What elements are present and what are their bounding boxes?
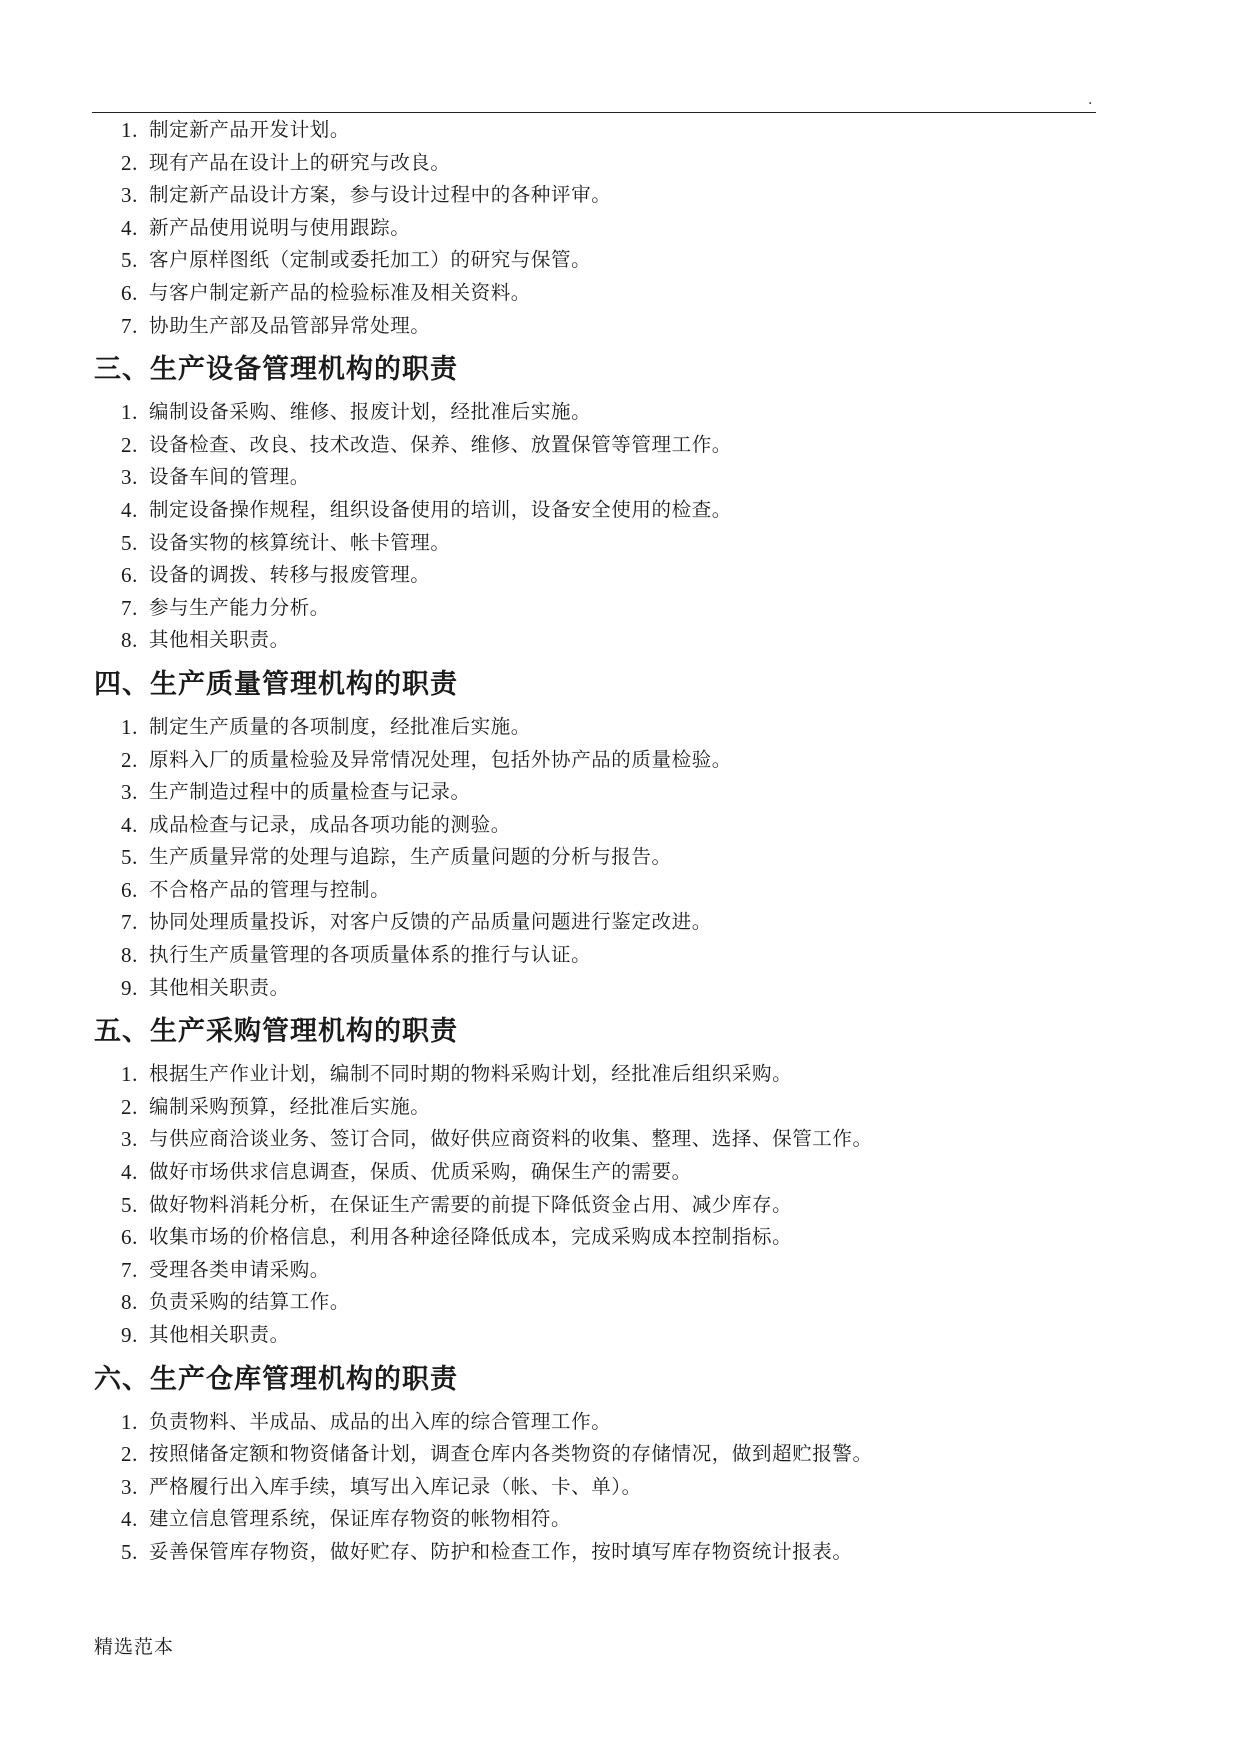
list-item-text: 其他相关职责。 (149, 975, 290, 999)
list-item-text: 其他相关职责。 (149, 628, 290, 652)
list-item-number: 9. (121, 975, 138, 1000)
list-item-text: 收集市场的价格信息，利用各种途径降低成本，完成采购成本控制指标。 (149, 1225, 793, 1249)
list-item-number: 5. (121, 845, 138, 870)
list-item-number: 8. (121, 1290, 138, 1315)
sections (92, 351, 1142, 1568)
list-item-text: 不合格产品的管理与控制。 (149, 877, 391, 901)
list-item-number: 3. (121, 780, 138, 805)
list-item-text: 生产制造过程中的质量检查与记录。 (149, 780, 471, 804)
list-item (92, 559, 1142, 592)
list-item-text: 制定新产品设计方案，参与设计过程中的各种评审。 (149, 183, 612, 207)
list-item-number: 4. (121, 812, 138, 837)
list-item-number: 2. (121, 1094, 138, 1119)
list-item (92, 1189, 1142, 1222)
list-item-text: 设备检查、改良、技术改造、保养、维修、放置保管等管理工作。 (149, 432, 732, 456)
list-item (92, 147, 1142, 180)
list-item (92, 1091, 1142, 1124)
duty-list (92, 396, 1142, 657)
list-item (92, 396, 1142, 429)
list-item-text: 制定设备操作规程，组织设备使用的培训，设备安全使用的检查。 (149, 497, 732, 521)
list-item-text: 受理各类申请采购。 (149, 1257, 330, 1281)
list-item (92, 310, 1142, 343)
list-item-number: 2. (121, 747, 138, 772)
footer-label: 精选范本 (94, 1636, 175, 1658)
list-item (92, 494, 1142, 527)
list-item-text: 妥善保管库存物资，做好贮存、防护和检查工作，按时填写库存物资统计报表。 (149, 1539, 853, 1563)
list-item-number: 1. (121, 714, 138, 739)
list-item (92, 114, 1142, 147)
header-rule (92, 112, 1096, 113)
list-item-text: 成品检查与记录，成品各项功能的测验。 (149, 812, 511, 836)
list-item (92, 972, 1142, 1005)
list-item-number: 5. (121, 1539, 138, 1564)
list-item-number: 7. (121, 313, 138, 338)
list-item-number: 1. (121, 1062, 138, 1087)
duty-list (92, 1058, 1142, 1351)
list-item-text: 新产品使用说明与使用跟踪。 (149, 215, 411, 239)
list-item (92, 429, 1142, 462)
list-item (92, 461, 1142, 494)
list-item (92, 179, 1142, 212)
list-item-text: 严格履行出入库手续，填写出入库记录（帐、卡、单）。 (149, 1474, 642, 1498)
list-item (92, 744, 1142, 777)
duty-list (92, 1406, 1142, 1569)
section-heading: 六、生产仓库管理机构的职责 (94, 1363, 458, 1395)
list-item-text: 设备车间的管理。 (149, 465, 310, 489)
list-item-text: 与供应商洽谈业务、签订合同，做好供应商资料的收集、整理、选择、保管工作。 (149, 1127, 873, 1151)
list-item-text: 现有产品在设计上的研究与改良。 (149, 150, 451, 174)
list-item-number: 1. (121, 118, 138, 142)
list-item-text: 参与生产能力分析。 (149, 595, 330, 619)
list-item-text: 负责物料、半成品、成品的出入库的综合管理工作。 (149, 1409, 612, 1433)
list-item-number: 1. (121, 400, 138, 425)
list-item (92, 1058, 1142, 1091)
list-item (92, 1156, 1142, 1189)
list-item-number: 8. (121, 943, 138, 968)
list-item (92, 1286, 1142, 1319)
list-item (92, 1319, 1142, 1352)
list-item-text: 客户原样图纸（定制或委托加工）的研究与保管。 (149, 248, 592, 272)
duty-section (92, 1361, 1142, 1569)
list-item (92, 1254, 1142, 1287)
duty-list (92, 711, 1142, 1004)
list-item-text: 按照储备定额和物资储备计划，调查仓库内各类物资的存储情况，做到超贮报警。 (149, 1442, 873, 1466)
list-item-text: 协同处理质量投诉，对客户反馈的产品质量问题进行鉴定改进。 (149, 910, 712, 934)
list-item (92, 527, 1142, 560)
list-item (92, 809, 1142, 842)
duty-section (92, 351, 1142, 657)
section-heading: 五、生产采购管理机构的职责 (94, 1016, 458, 1048)
list-item-number: 4. (121, 215, 138, 240)
intro-list (92, 114, 1142, 342)
list-item-number: 2. (121, 432, 138, 457)
list-item-number: 6. (121, 1225, 138, 1250)
list-item-number: 9. (121, 1323, 138, 1347)
list-item (92, 212, 1142, 245)
list-item (92, 1221, 1142, 1254)
list-item-number: 5. (121, 1192, 138, 1217)
list-item-text: 设备的调拨、转移与报废管理。 (149, 563, 431, 587)
list-item-number: 5. (121, 530, 138, 555)
list-item (92, 1123, 1142, 1156)
list-item-text: 编制设备采购、维修、报废计划，经批准后实施。 (149, 400, 592, 424)
list-item-text: 生产质量异常的处理与追踪，生产质量问题的分析与报告。 (149, 845, 672, 869)
list-item (92, 906, 1142, 939)
list-item (92, 874, 1142, 907)
list-item-text: 执行生产质量管理的各项质量体系的推行与认证。 (149, 943, 592, 967)
list-item-number: 3. (121, 465, 138, 490)
list-item (92, 711, 1142, 744)
list-item-number: 7. (121, 595, 138, 620)
list-item-number: 5. (121, 248, 138, 273)
list-item-text: 原料入厂的质量检验及异常情况处理，包括外协产品的质量检验。 (149, 747, 732, 771)
list-item-number: 4. (121, 1160, 138, 1185)
list-item-number: 7. (121, 910, 138, 935)
section-heading: 三、生产设备管理机构的职责 (94, 354, 458, 386)
list-item-text: 设备实物的核算统计、帐卡管理。 (149, 530, 451, 554)
page-mark: . (1088, 92, 1093, 108)
list-item (92, 939, 1142, 972)
list-item (92, 1438, 1142, 1471)
list-item-text: 做好市场供求信息调查，保质、优质采购，确保生产的需要。 (149, 1160, 692, 1184)
list-item (92, 244, 1142, 277)
list-item (92, 1471, 1142, 1504)
list-item-number: 7. (121, 1257, 138, 1282)
list-item (92, 1503, 1142, 1536)
list-item (92, 776, 1142, 809)
list-item-number: 2. (121, 150, 138, 175)
list-item-number: 2. (121, 1442, 138, 1467)
list-item (92, 1406, 1142, 1439)
list-item-number: 1. (121, 1409, 138, 1434)
list-item (92, 624, 1142, 657)
list-item-text: 制定新产品开发计划。 (149, 118, 351, 141)
list-item-text: 制定生产质量的各项制度，经批准后实施。 (149, 714, 531, 738)
list-item-number: 3. (121, 1474, 138, 1499)
list-item-text: 做好物料消耗分析，在保证生产需要的前提下降低资金占用、减少库存。 (149, 1192, 793, 1216)
list-item-text: 编制采购预算，经批准后实施。 (149, 1094, 431, 1118)
list-item-number: 6. (121, 563, 138, 588)
list-item-text: 协助生产部及品管部异常处理。 (149, 313, 431, 337)
duty-section (92, 1013, 1142, 1351)
list-item-number: 3. (121, 1127, 138, 1152)
list-item-number: 6. (121, 280, 138, 305)
list-item (92, 592, 1142, 625)
list-item-number: 4. (121, 1507, 138, 1532)
list-item-text: 根据生产作业计划，编制不同时期的物料采购计划，经批准后组织采购。 (149, 1062, 793, 1086)
list-item-text: 负责采购的结算工作。 (149, 1290, 351, 1314)
list-item (92, 277, 1142, 310)
section-heading: 四、生产质量管理机构的职责 (94, 668, 458, 700)
list-item-number: 6. (121, 877, 138, 902)
list-item (92, 1536, 1142, 1569)
list-item-text: 其他相关职责。 (149, 1323, 290, 1346)
list-item-text: 与客户制定新产品的检验标准及相关资料。 (149, 280, 531, 304)
list-item-text: 建立信息管理系统，保证库存物资的帐物相符。 (149, 1507, 572, 1531)
list-item-number: 3. (121, 183, 138, 208)
list-item (92, 841, 1142, 874)
document-body (92, 114, 1142, 1569)
duty-section (92, 666, 1142, 1004)
list-item-number: 8. (121, 628, 138, 653)
list-item-number: 4. (121, 497, 138, 522)
